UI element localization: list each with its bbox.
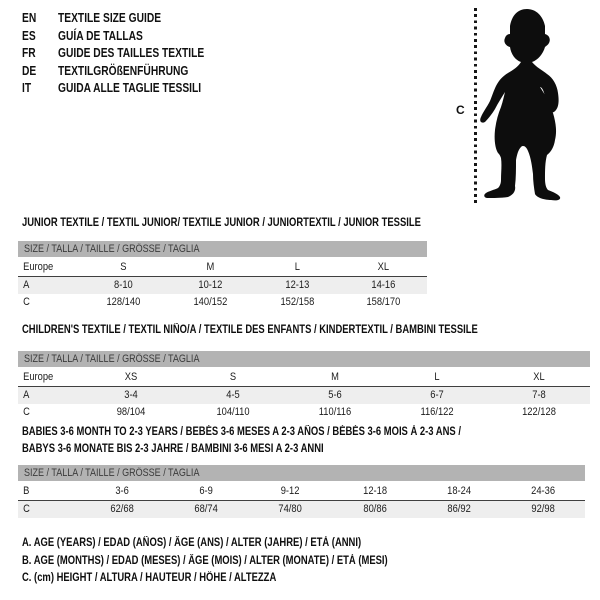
value-cell: 140/152 (193, 296, 228, 308)
babies-size-table (18, 465, 585, 518)
value-cell: 98/104 (116, 406, 146, 418)
value-cell: 92/98 (531, 503, 555, 515)
value-cell: M (331, 371, 339, 383)
value-cell: 122/128 (522, 406, 556, 418)
row-label-cell: Europe (23, 371, 54, 383)
value-cell: 104/110 (216, 406, 250, 418)
value-cell: 5-6 (328, 389, 342, 401)
lang-row-de (22, 63, 236, 81)
table-row (18, 277, 427, 294)
table-row (18, 404, 590, 421)
size-header-bar: SIZE / TALLA / TAILLE / GRÖSSE / TAGLIA (18, 351, 590, 367)
lang-label: TEXTILGRÖßENFÜHRUNG (58, 63, 189, 78)
value-cell: 12-18 (362, 485, 387, 497)
value-cell: 80/86 (362, 503, 387, 515)
lang-code: DE (22, 63, 37, 78)
value-cell: 6-9 (199, 485, 214, 497)
lang-label: TEXTILE SIZE GUIDE (58, 11, 162, 25)
height-label-c: C (456, 103, 465, 117)
value-cell: XL (533, 371, 545, 383)
lang-row-it (22, 80, 236, 98)
table-row (18, 369, 590, 387)
size-header-bar: SIZE / TALLA / TAILLE / GRÖSSE / TAGLIA (18, 465, 585, 481)
value-cell: 3-4 (124, 389, 138, 401)
value-cell: 9-12 (281, 485, 300, 497)
value-cell: 68/74 (194, 503, 218, 515)
size-header-bar: SIZE / TALLA / TAILLE / GRÖSSE / TAGLIA (18, 241, 427, 257)
lang-row-fr (22, 45, 236, 63)
lang-row-en (22, 10, 236, 28)
lang-label: GUIDE DES TAILLES TEXTILE (58, 46, 205, 60)
value-cell: 8-10 (114, 279, 133, 291)
value-cell: 62/68 (110, 503, 134, 515)
value-cell: 24-36 (530, 485, 555, 497)
value-cell: 116/122 (420, 406, 454, 418)
value-cell: 7-8 (532, 389, 546, 401)
lang-label: GUÍA DE TALLAS (58, 28, 143, 43)
lang-code: FR (22, 46, 36, 60)
value-cell: L (294, 261, 300, 273)
value-cell: 10-12 (198, 279, 223, 291)
value-cell: 3-6 (115, 485, 129, 497)
table-title-babies: BABIES 3-6 MONTH TO 2-3 YEARS / BEBÉS 3-6 MESES A 2-3 AÑOS / BÉBÉS 3-6 MOIS À 2-3 ANS / BABYS 3-6 MONATE BIS 2-3 JAHRE / BAMBINI 3-6 MESI A 2-3 ANNI (22, 426, 461, 455)
note-line: A. AGE (YEARS) / EDAD (AÑOS) / ÂGE (ANS) / ALTER (JAHRE) / ETÀ (ANNI) (22, 537, 362, 549)
junior-size-table (18, 241, 427, 311)
table-row (18, 501, 585, 518)
value-cell: 18-24 (446, 485, 471, 497)
row-label-cell: Europe (23, 261, 54, 273)
row-label-cell: C (23, 406, 30, 418)
value-cell: 152/158 (279, 296, 314, 308)
baby-silhouette-icon (475, 0, 590, 212)
lang-code: EN (22, 11, 37, 25)
lang-label: GUIDA ALLE TAGLIE TESSILI (58, 81, 202, 95)
table-row (18, 294, 427, 311)
row-label-cell: C (23, 503, 30, 515)
table-row (18, 259, 427, 277)
table-row (18, 483, 585, 501)
value-cell: S (229, 371, 237, 383)
row-label-cell: A (23, 279, 30, 291)
value-cell: 6-7 (430, 389, 444, 401)
table-title-children: CHILDREN'S TEXTILE / TEXTIL NIÑO/A / TEXTILE DES ENFANTS / KINDERTEXTIL / BAMBINI TESSILE (22, 324, 478, 336)
language-title-block (22, 10, 236, 98)
value-cell: 110/116 (318, 406, 352, 418)
value-cell: 158/170 (366, 296, 401, 308)
note-line: C. (cm) HEIGHT / ALTURA / HAUTEUR / HÖHE / ALTEZZA (22, 572, 277, 584)
value-cell: 86/92 (447, 503, 471, 515)
value-cell: 74/80 (278, 503, 303, 515)
lang-code: ES (22, 28, 36, 43)
note-line: B. AGE (MONTHS) / EDAD (MESES) / ÂGE (MOIS) / ALTER (MONATE) / ETÀ (MESI) (22, 554, 388, 567)
row-label-cell: C (23, 296, 30, 308)
table-title-junior: JUNIOR TEXTILE / TEXTIL JUNIOR/ TEXTILE JUNIOR / JUNIORTEXTIL / JUNIOR TESSILE (22, 217, 421, 229)
row-label-cell: B (23, 485, 30, 497)
value-cell: L (434, 371, 440, 383)
value-cell: S (120, 261, 127, 273)
table-row (18, 387, 590, 404)
lang-row-es (22, 28, 236, 46)
row-label-cell: A (23, 389, 30, 401)
legend-notes (22, 535, 468, 588)
value-cell: XS (124, 371, 138, 383)
lang-code: IT (22, 81, 32, 95)
value-cell: 14-16 (371, 279, 396, 291)
value-cell: 12-13 (284, 279, 309, 291)
value-cell: M (206, 261, 215, 273)
value-cell: 4-5 (226, 389, 240, 401)
value-cell: 128/140 (106, 296, 141, 308)
value-cell: XL (377, 261, 390, 273)
children-size-table (18, 351, 590, 421)
